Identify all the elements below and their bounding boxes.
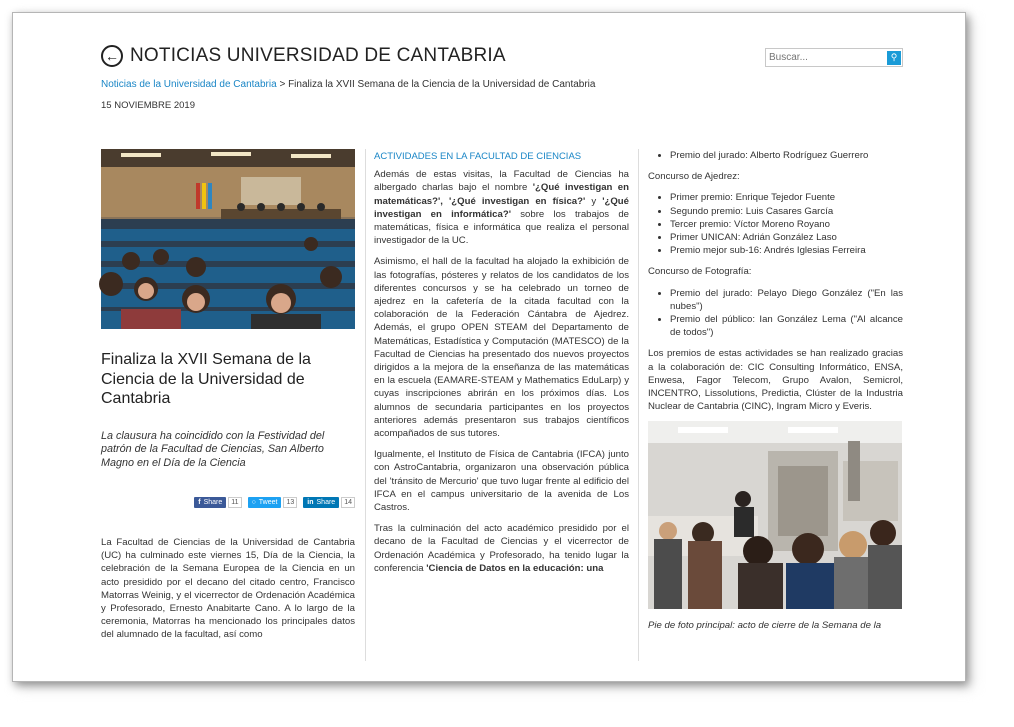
linkedin-icon: in (307, 498, 314, 506)
linkedin-share[interactable] (303, 497, 355, 508)
paragraph-talks (374, 168, 629, 247)
talk-names: '¿Qué investigan en matemáticas?', '¿Qué investigan en física?' (374, 182, 629, 207)
linkedin-share-label: Share (316, 498, 336, 506)
column-divider (638, 149, 639, 661)
photo-contest-title: Concurso de Fotografía: (648, 266, 752, 278)
main-photo-auditorium (101, 149, 355, 329)
paragraph-conference (374, 522, 629, 574)
breadcrumb-home-link[interactable]: Noticias de la Universidad de Cantabria (101, 79, 277, 90)
site-header (101, 45, 506, 67)
facebook-share[interactable] (194, 497, 241, 508)
breadcrumb-separator: > (279, 79, 286, 90)
twitter-share-count: 13 (283, 497, 297, 508)
list-item: • Premio del público: Ian González Lema ("Al alcance de todos") (670, 313, 903, 339)
browser-page (12, 12, 966, 682)
section-title: ACTIVIDADES EN LA FACULTAD DE CIENCIAS (374, 151, 582, 162)
facebook-icon: f (198, 498, 201, 506)
column-divider (365, 149, 366, 661)
linkedin-share-button[interactable] (303, 497, 339, 508)
paragraph-text: Tras la culminación del acto académico presidido por el decano de la Facultad de Ciencias y el vicerrector de Ordenación Académica y Profesorado, ha tenido lugar la conferencia (374, 523, 629, 574)
search-input[interactable] (766, 50, 881, 65)
list-item: • Tercer premio: Víctor Moreno Royano (670, 218, 903, 231)
facebook-share-count: 11 (228, 497, 241, 508)
article-title: Finaliza la XVII Semana de la Ciencia de la Universidad de Cantabria (101, 351, 311, 407)
facebook-share-label: Share (203, 498, 223, 506)
paragraph-ifca: Igualmente, el Instituto de Física de Cantabria (IFCA) junto con AstroCantabria, organizaron una observación pública del 'tránsito de Mercurio' que tuvo lugar frente al edificio del IFCA en el campus universitario de la avenida de Los Castros. (374, 449, 629, 514)
list-item: • Premio mejor sub-16: Andrés Iglesias Ferreira (670, 244, 903, 257)
article-column-right (648, 149, 903, 633)
chess-awards-list (648, 191, 903, 257)
story-awards-list (648, 149, 903, 162)
article-column-left (101, 149, 355, 648)
twitter-share-label: Tweet (258, 498, 278, 506)
paragraph-text: sobre los trabajos de matemáticas, física e informática que realiza el personal investigador de la UC. (374, 208, 629, 247)
share-buttons (101, 497, 355, 508)
facebook-share-button[interactable] (194, 497, 226, 508)
twitter-share-button[interactable] (248, 497, 282, 508)
paragraph-text: y (585, 195, 603, 207)
conference-title: 'Ciencia de Datos en la educación: una (426, 562, 604, 574)
photo-caption: Pie de foto principal: acto de cierre de la Semana de la (648, 620, 882, 632)
list-item: • Premio del jurado: Alberto Rodríguez Guerrero (670, 149, 903, 162)
publish-date: 15 NOVIEMBRE 2019 (101, 100, 195, 111)
list-item: • Primer UNICAN: Adrián González Laso (670, 231, 903, 244)
search-icon[interactable]: ⚲ (887, 51, 901, 65)
lab-illustration (648, 421, 902, 609)
article-body-intro: La Facultad de Ciencias de la Universidad de Cantabria (UC) ha culminado este viernes 15, Día de la Ciencia, la celebración de la Semana Europea de la Ciencia en un acto presidido por el decano del citado centro, Francisco Matorras Weinig, y el vicerrector de Ordenación Académica y Profesorado, Ernesto Anabitarte Cano. A lo largo de la ceremonia, Matorras ha mencionado los principales datos del alumnado de la facultad, así como (101, 537, 355, 641)
sponsors-paragraph: Los premios de estas actividades se han realizado gracias a la colaboración de: CIC Consulting Informático, ENSA, Enwesa, Fagor Telecom, Grupo Avalon, Semicrol, INCENTRO, Lissolutions, Predictia, Clúster de la Industria Nuclear de Cantabria (CINC), Ingram Micro y Everis. (648, 348, 903, 413)
lab-photo (648, 421, 902, 609)
breadcrumb (101, 79, 595, 90)
paragraph-exhibition: Asimismo, el hall de la facultad ha alojado la exhibición de las fotografías, pósteres y relatos de los candidatos de los diferentes concursos y se ha celebrado un torneo de ajedrez en la cafetería de la citada facultad con la colaboración de la Federación Cántabra de Ajedrez. Además, el grupo OPEN STEAM del Departamento de Matemáticas, Estadística y Computación (MATESCO) de la Facultad de Ciencias ha presentado dos nuevos proyectos dirigidos a la mejora de la enseñanza de las matemáticas en la escuela (EAMARE-STEAM y Mathematics EduLarp) y cuyas inscripciones abrirán en los próximos días. Los alumnos de secundaria participantes en los proyectos anteriores además presentaron sus trabajos científicos acompañados de sus tutores. (374, 256, 629, 440)
article-lead: La clausura ha coincidido con la Festividad del patrón de la Facultad de Ciencias, San Alberto Magno en el Día de la Ciencia (101, 429, 325, 469)
breadcrumb-current: Finaliza la XVII Semana de la Ciencia de la Universidad de Cantabria (288, 79, 596, 90)
list-item: • Primer premio: Enrique Tejedor Fuente (670, 191, 903, 204)
list-item: • Segundo premio: Luis Casares García (670, 205, 903, 218)
article-column-middle (374, 150, 629, 574)
twitter-icon: ○ (251, 498, 256, 506)
twitter-share[interactable] (248, 497, 298, 508)
talk-name: '¿Qué investigan en informática?' (374, 195, 629, 220)
list-item: • Premio del jurado: Pelayo Diego González ("En las nubes") (670, 287, 903, 313)
chess-title: Concurso de Ajedrez: (648, 171, 740, 183)
paragraph-text: Además de estas visitas, la Facultad de Ciencias ha albergado charlas bajo el nombre (374, 169, 629, 194)
back-arrow-icon[interactable]: ← (101, 45, 123, 67)
site-title[interactable]: NOTICIAS UNIVERSIDAD DE CANTABRIA (130, 45, 506, 66)
search-box (765, 48, 903, 67)
photo-awards-list (648, 287, 903, 340)
linkedin-share-count: 14 (341, 497, 355, 508)
auditorium-illustration (101, 149, 355, 329)
